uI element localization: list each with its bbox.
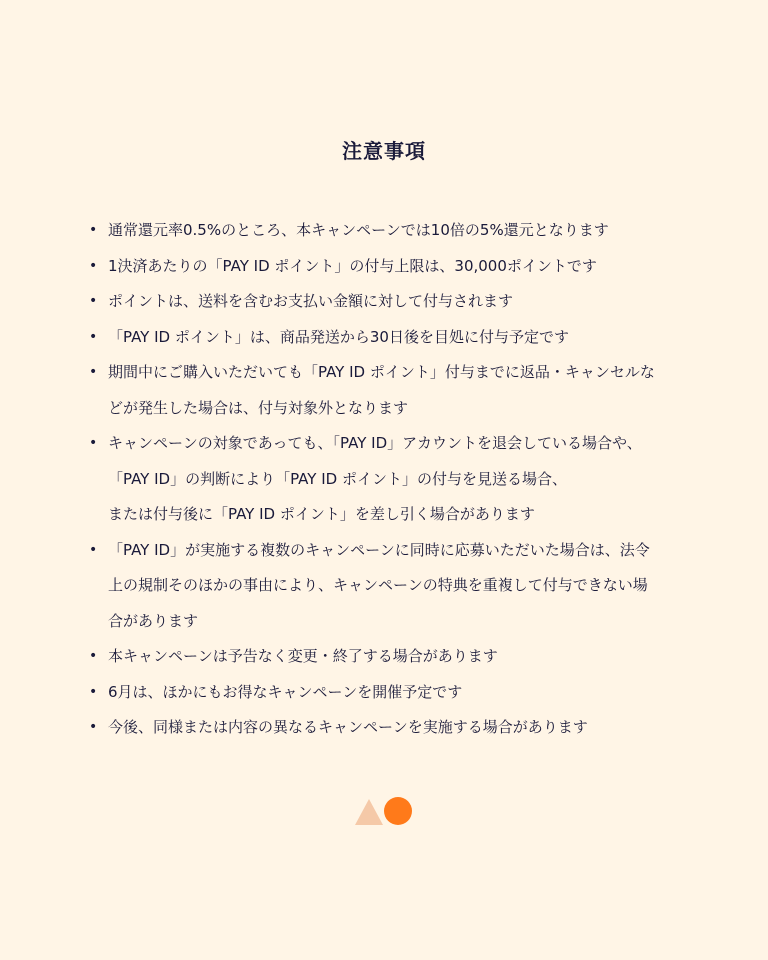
note-item [86,355,696,426]
note-text-line: ポイントは、送料を含むお支払い金額に対して付与されます [108,292,514,310]
note-text-line: 今後、同様または内容の異なるキャンペーンを実施する場合があります [108,718,588,736]
note-text-line: キャンペーンの対象であっても、「PAY ID」アカウントを退会している場合や、 [108,434,642,452]
note-item [86,213,696,249]
note-text-line: 期間中にご購入いただいても「PAY ID ポイント」付与までに返品・キャンセルな [108,363,655,381]
note-item [86,533,696,640]
notes-list [86,213,696,746]
logo-triangle [355,799,383,825]
note-text-line: 通常還元率0.5%のところ、本キャンペーンでは10倍の5%還元となります [108,221,609,239]
note-text-line: どが発生した場合は、付与対象外となります [108,398,409,417]
bullet-icon: • [89,364,98,380]
note-text-line: 上の規制そのほかの事由により、キャンペーンの特典を重複して付与できない場 [108,576,648,594]
bullet-icon: • [89,719,98,735]
note-item [86,320,696,356]
bullet-icon: • [89,328,98,345]
note-item [86,675,696,711]
note-item [86,426,696,533]
page-title: 注意事項 [342,139,426,163]
note-text-line: 6月は、ほかにもお得なキャンペーンを開催予定です [108,682,463,701]
bullet-icon: • [89,257,98,274]
bullet-icon: • [89,222,98,238]
note-item [86,639,696,675]
bullet-icon: • [89,293,98,309]
note-text-line: 本キャンペーンは予告なく変更・終了する場合があります [108,647,498,665]
note-text-line: 1決済あたりの「PAY ID ポイント」の付与上限は、30,000ポイントです [108,256,597,275]
note-item [86,710,696,746]
bullet-icon: • [89,683,98,700]
note-text-line: 「PAY ID」が実施する複数のキャンペーンに同時に応募いただいた場合は、法令 [108,540,650,559]
bullet-icon: • [89,541,98,558]
note-text-line: 合があります [108,611,199,630]
note-text-line: または付与後に「PAY ID ポイント」を差し引く場合があります [108,505,535,523]
note-text-line: 「PAY ID ポイント」は、商品発送から30日後を目処に付与予定です [108,327,569,346]
note-item [86,249,696,285]
note-item [86,284,696,320]
logo-circle [384,797,412,825]
triangle-circle-logo-icon [354,796,414,826]
bullet-icon: • [89,435,98,451]
bullet-icon: • [89,648,98,664]
note-text-line: 「PAY ID」の判断により「PAY ID ポイント」の付与を見送る場合、 [108,469,567,488]
